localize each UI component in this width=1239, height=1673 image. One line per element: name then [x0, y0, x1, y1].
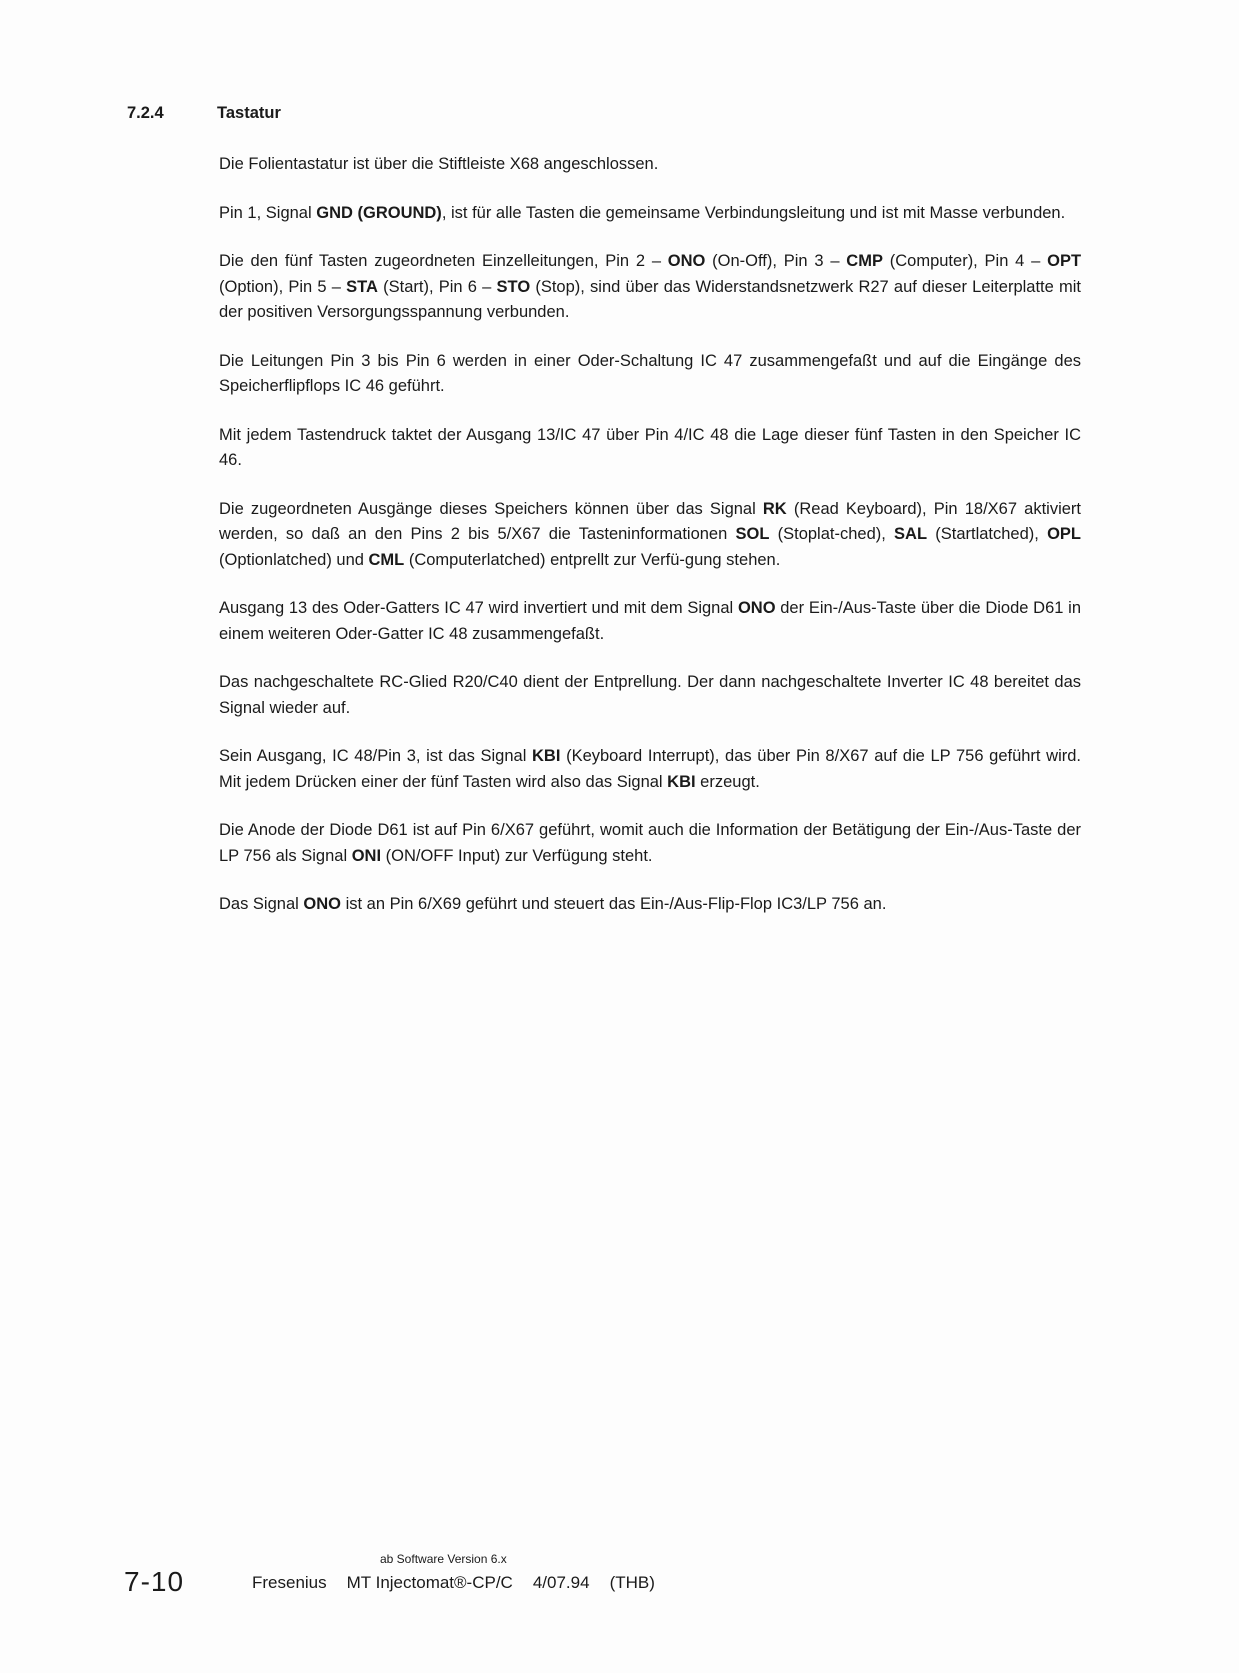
text-run: Das nachgeschaltete RC-Glied R20/C40 dient der Entprellung. Der dann nachgeschaltete Inverter IC 48 bereitet das Signal wieder auf. — [219, 673, 1081, 717]
text-run: (Optionlatched) und — [219, 550, 369, 569]
section-title: Tastatur — [217, 104, 281, 122]
footer-page-number: 7-10 — [124, 1566, 185, 1597]
text-run: erzeugt. — [695, 772, 760, 791]
signal-name: ONO — [303, 895, 341, 913]
text-run: (Option), Pin 5 – — [219, 277, 347, 296]
paragraph — [219, 349, 1081, 400]
text-run: (Computerlatched) entprellt zur Verfü-gung stehen. — [404, 550, 781, 569]
paragraph — [219, 152, 1081, 178]
text-run: Sein Ausgang, IC 48/Pin 3, ist das Signal — [219, 747, 533, 765]
text-run: Die zugeordneten Ausgänge dieses Speichers können über das Signal — [219, 499, 763, 518]
paragraph — [219, 892, 1081, 918]
footer-date: 4/07.94 — [532, 1573, 590, 1592]
text-run: Ausgang 13 des Oder-Gatters IC 47 wird invertiert und mit dem Signal — [219, 599, 738, 617]
text-run: Die den fünf Tasten zugeordneten Einzelleitungen, Pin 2 – — [219, 252, 668, 270]
footer-software-version: ab Software Version 6.x — [380, 1552, 507, 1566]
paragraph — [219, 497, 1081, 574]
paragraph — [219, 596, 1081, 647]
signal-name: ONO — [737, 599, 776, 617]
text-run: (On-Off), Pin 3 – — [705, 252, 847, 270]
signal-name: STA — [346, 277, 378, 296]
text-run: Die Anode der Diode D61 ist auf Pin 6/X67 geführt, womit auch die Information der Betätigung der Ein-/Aus-Taste der LP 756 als Signal — [219, 821, 1081, 865]
text-run: Die Leitungen Pin 3 bis Pin 6 werden in einer Oder-Schaltung IC 47 zusammengefaßt und auf die Eingänge des Speicherflipflops IC 46 geführt. — [219, 351, 1081, 395]
text-run: (Startlatched), — [927, 525, 1048, 543]
signal-name: KBI — [532, 747, 561, 765]
footer-code: (THB) — [609, 1573, 655, 1592]
paragraph — [219, 670, 1081, 721]
section-number: 7.2.4 — [127, 104, 164, 122]
signal-name: OPT — [1047, 252, 1082, 270]
footer-imprint — [252, 1573, 675, 1593]
paragraph — [219, 818, 1081, 869]
text-run: Mit jedem Tastendruck taktet der Ausgang 13/IC 47 über Pin 4/IC 48 die Lage dieser fünf Tasten in den Speicher IC 46. — [219, 425, 1081, 469]
paragraph — [219, 423, 1081, 474]
signal-name: SAL — [894, 525, 928, 543]
signal-name: CML — [368, 550, 405, 569]
signal-name: CMP — [846, 252, 883, 270]
signal-name: RK — [762, 499, 787, 518]
text-run: der Ein-/Aus-Taste über die Diode D61 in einem weiteren Oder-Gatter IC 48 zusammengefaßt. — [219, 599, 1082, 643]
footer-company: Fresenius — [252, 1573, 327, 1592]
body-text — [219, 152, 1081, 941]
signal-name: ONO — [667, 252, 706, 270]
paragraph — [219, 201, 1081, 227]
signal-name: STO — [496, 277, 531, 296]
text-run: Die Folientastatur ist über die Stiftleiste X68 angeschlossen. — [219, 155, 659, 173]
text-run: (Keyboard Interrupt), das über Pin 8/X67 auf die LP 756 geführt wird. Mit jedem Drücken einer der fünf Tasten wird also das Signal — [219, 747, 1081, 791]
text-run: Das Signal — [219, 895, 304, 913]
text-run: (ON/OFF Input) zur Verfügung steht. — [381, 846, 653, 865]
text-run: (Stoplat-ched), — [769, 525, 895, 543]
signal-name: ONI — [351, 846, 382, 865]
text-run: Pin 1, Signal — [219, 203, 317, 222]
text-run: (Start), Pin 6 – — [377, 277, 497, 296]
paragraph — [219, 249, 1081, 326]
signal-name: OPL — [1047, 525, 1081, 543]
signal-name: SOL — [735, 525, 770, 543]
footer-product: MT Injectomat®-CP/C — [346, 1573, 513, 1592]
text-run: (Read Keyboard), Pin 18/X67 aktiviert werden, so daß an den Pins 2 bis 5/X67 die Tasteninformationen — [219, 499, 1081, 543]
text-run: (Computer), Pin 4 – — [882, 252, 1048, 270]
paragraph — [219, 744, 1081, 795]
signal-name: KBI — [667, 772, 696, 791]
text-run: (Stop), sind über das Widerstandsnetzwerk R27 auf dieser Leiterplatte mit der positiven Versorgungsspannung verbunden. — [219, 277, 1081, 321]
text-run: , ist für alle Tasten die gemeinsame Verbindungsleitung und ist mit Masse verbunden. — [441, 203, 1066, 222]
text-run: ist an Pin 6/X69 geführt und steuert das Ein-/Aus-Flip-Flop IC3/LP 756 an. — [340, 895, 887, 913]
signal-name: GND (GROUND) — [316, 203, 442, 222]
